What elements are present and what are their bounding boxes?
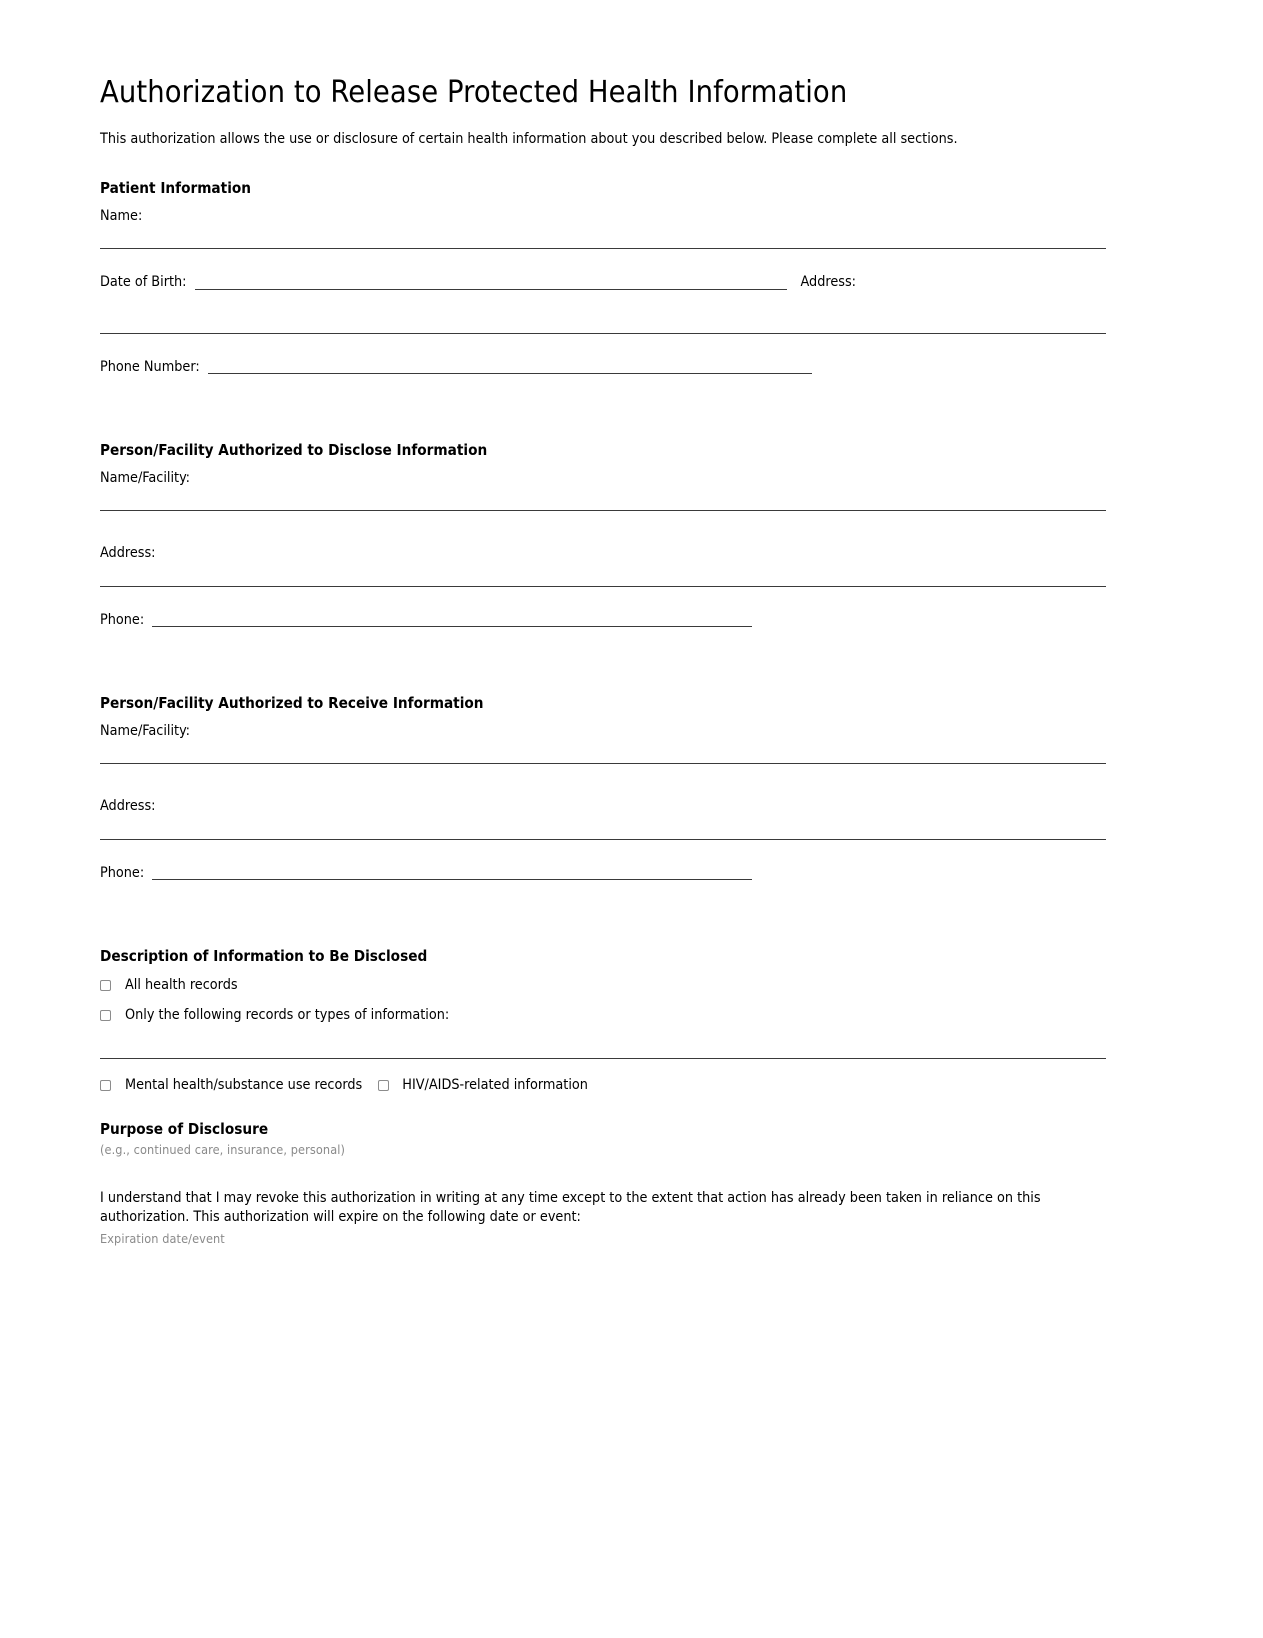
- section-heading-patient-information: Patient Information: [100, 179, 251, 198]
- revocation-paragraph: I understand that I may revoke this authorization in writing at any time except to the extent that action has already been taken in reliance on this authorization. This authorization will expire on the following date or event:: [100, 1189, 1041, 1225]
- checkbox-hiv-aids-related[interactable]: [378, 1080, 389, 1091]
- section-heading-receive-information: Person/Facility Authorized to Receive Information: [100, 694, 484, 713]
- page-title: Authorization to Release Protected Health Information: [100, 75, 848, 110]
- field-disclose-phone: [100, 611, 1106, 631]
- field-receive-name-facility: [100, 720, 1106, 765]
- section-heading-description-of-information: Description of Information to Be Disclosed: [100, 947, 428, 966]
- checkbox-row-only-following-records[interactable]: [100, 1007, 1106, 1024]
- input-line-date-of-birth[interactable]: [195, 289, 787, 290]
- field-disclose-address: [100, 542, 1106, 587]
- field-label-patient-phone: Phone Number:: [100, 358, 200, 375]
- field-receive-address: [100, 795, 1106, 840]
- spacer: [100, 417, 1106, 441]
- placeholder-expiration-date-event: Expiration date/event: [100, 1230, 225, 1246]
- spacer: [100, 293, 1106, 333]
- checkbox-label-hiv-aids-related: HIV/AIDS-related information: [402, 1076, 588, 1093]
- field-label-disclose-name-facility: Name/Facility:: [100, 469, 190, 486]
- field-label-disclose-address: Address:: [100, 545, 156, 562]
- intro-paragraph: This authorization allows the use or disclosure of certain health information about you described below. Please complete all sections.: [100, 131, 958, 148]
- checkbox-only-following-records[interactable]: [100, 1010, 111, 1021]
- field-receive-phone: [100, 864, 1106, 884]
- spacer: [100, 923, 1106, 947]
- spacer: [100, 1024, 1106, 1058]
- checkbox-all-health-records[interactable]: [100, 980, 111, 991]
- spacer: [100, 334, 1106, 358]
- field-label-date-of-birth: Date of Birth:: [100, 274, 187, 291]
- input-line-disclose-phone[interactable]: [152, 626, 752, 627]
- spacer: [100, 377, 1106, 417]
- section-heading-purpose-of-disclosure: Purpose of Disclosure: [100, 1120, 269, 1139]
- input-line-patient-phone[interactable]: [208, 373, 812, 374]
- spacer: [100, 511, 1106, 535]
- field-expiration-date-event[interactable]: [100, 1231, 1106, 1247]
- field-purpose-of-disclosure[interactable]: [100, 1142, 1106, 1158]
- field-label-receive-address: Address:: [100, 798, 156, 815]
- field-patient-name: [100, 205, 1106, 250]
- field-label-receive-name-facility: Name/Facility:: [100, 722, 190, 739]
- spacer: [100, 764, 1106, 788]
- spacer: [100, 630, 1106, 670]
- field-row-dob-address: [100, 273, 1106, 293]
- spacer: [100, 670, 1106, 694]
- spacer: [100, 1094, 1106, 1120]
- input-line-receive-phone[interactable]: [152, 879, 752, 880]
- checkbox-mental-health-substance-use[interactable]: [100, 1080, 111, 1091]
- spacer: [100, 149, 1106, 179]
- checkbox-label-only-following-records: Only the following records or types of information:: [125, 1006, 450, 1023]
- field-patient-phone: [100, 358, 1106, 378]
- checkbox-row-all-health-records[interactable]: [100, 977, 1106, 994]
- checkbox-label-all-health-records: All health records: [125, 976, 238, 993]
- field-label-receive-phone: Phone:: [100, 864, 145, 881]
- spacer: [100, 1159, 1106, 1189]
- placeholder-purpose-of-disclosure: (e.g., continued care, insurance, personal): [100, 1142, 346, 1158]
- checkbox-row-sensitive-records: [100, 1077, 1106, 1094]
- field-label-patient-name: Name:: [100, 207, 143, 224]
- section-heading-disclose-information: Person/Facility Authorized to Disclose Information: [100, 441, 488, 460]
- spacer: [100, 1059, 1106, 1077]
- spacer: [100, 249, 1106, 273]
- spacer: [100, 840, 1106, 864]
- field-label-disclose-phone: Phone:: [100, 611, 145, 628]
- spacer: [100, 587, 1106, 611]
- spacer: [100, 883, 1106, 923]
- checkbox-label-mental-health-substance-use: Mental health/substance use records: [125, 1076, 363, 1093]
- field-label-patient-address: Address:: [800, 274, 857, 291]
- field-disclose-name-facility: [100, 467, 1106, 512]
- document-content: [100, 76, 1106, 1247]
